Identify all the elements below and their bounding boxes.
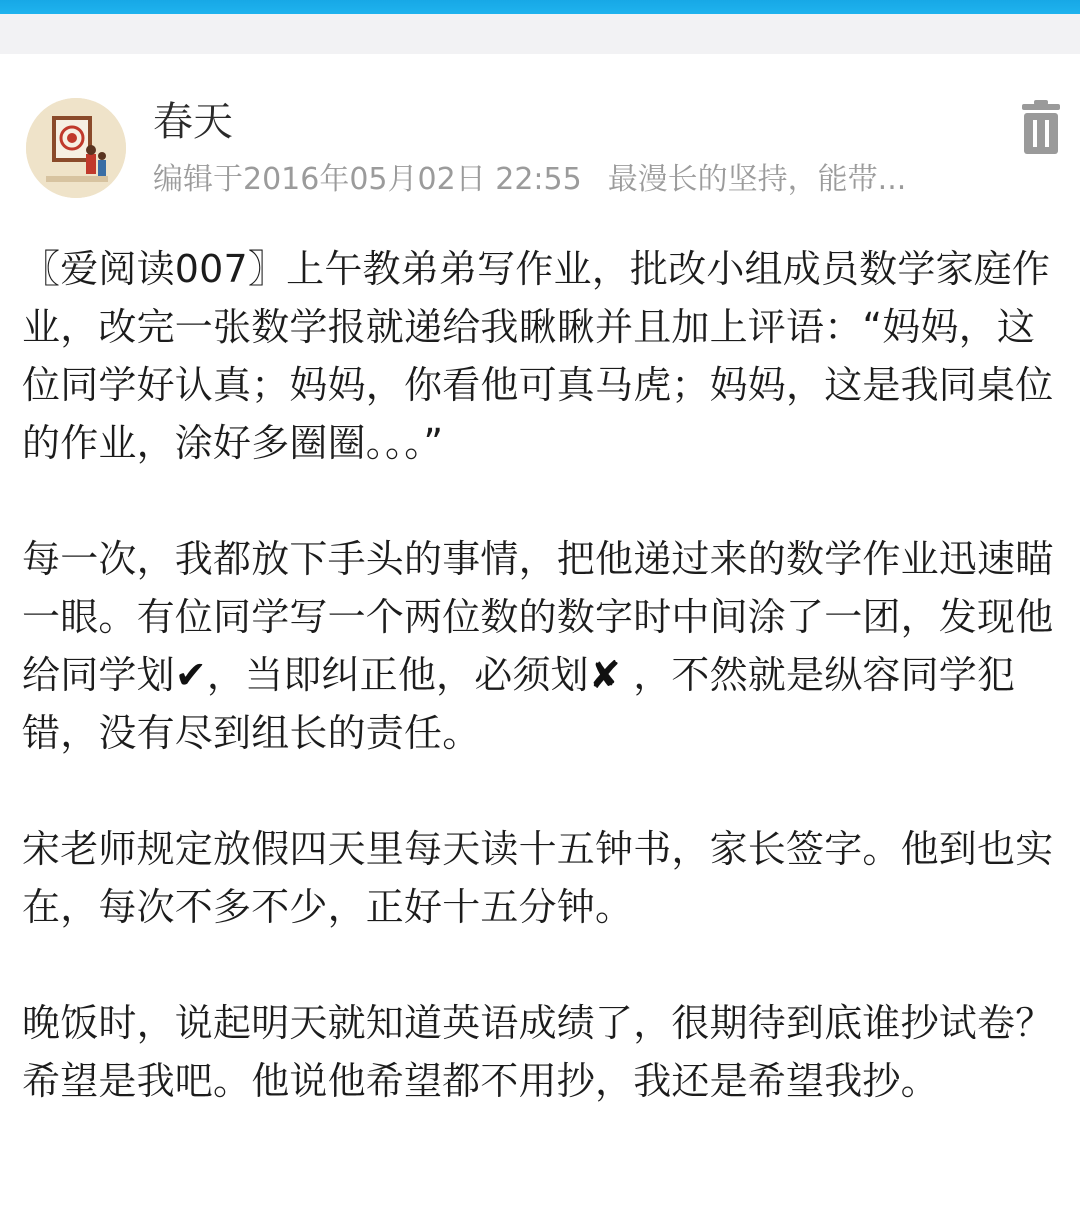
- paragraph: [22, 530, 1062, 762]
- author-name[interactable]: 春天: [153, 99, 233, 145]
- paragraph-text: 晚饭时，说起明天就知道英语成绩了，很期待到底谁抄试卷？希望是我吧。他说他希望都不用抄，我还是希望我抄。: [22, 1001, 1054, 1103]
- post-card: [0, 54, 1080, 1217]
- edit-timestamp: 编辑于2016年05月02日 22:55: [153, 162, 582, 197]
- paragraph: [22, 820, 1062, 936]
- paragraph-text: 每一次，我都放下手头的事情，把他递过来的数学作业迅速瞄一眼。有位同学写一个两位数的数字时中间涂了一团，发现他给同学划: [22, 537, 1054, 697]
- post-body: [22, 240, 1062, 1110]
- paragraph-text: 〖爱阅读007〗上午教弟弟写作业，批改小组成员数学家庭作业，改完一张数学报就递给我瞅瞅并且加上评语：“妈妈，这位同学好认真；妈妈，你看他可真马虎；妈妈，这是我同桌位的作业，涂好多圈圈。。。”: [22, 247, 1054, 465]
- trash-icon: [1018, 100, 1064, 156]
- avatar[interactable]: [26, 98, 126, 198]
- paragraph: [22, 994, 1062, 1110]
- top-separator: [0, 14, 1080, 54]
- paragraph-text: 宋老师规定放假四天里每天读十五钟书，家长签字。他到也实在，每次不多不少，正好十五分钟。: [22, 827, 1054, 929]
- check-mark-icon: ✔: [174, 653, 207, 697]
- post-meta: [153, 160, 906, 200]
- post-excerpt: 最漫长的坚持，能带...: [607, 162, 907, 197]
- avatar-image: [26, 98, 126, 198]
- paragraph-text: ，不然就是纵容同学犯错，没有尽到组长的责任。: [22, 653, 1016, 755]
- delete-button[interactable]: [1018, 100, 1064, 156]
- paragraph-text: ，当即纠正他，必须划: [206, 653, 589, 697]
- top-accent-bar: [0, 0, 1080, 14]
- cross-mark-icon: ✘: [588, 653, 621, 697]
- paragraph: [22, 240, 1062, 472]
